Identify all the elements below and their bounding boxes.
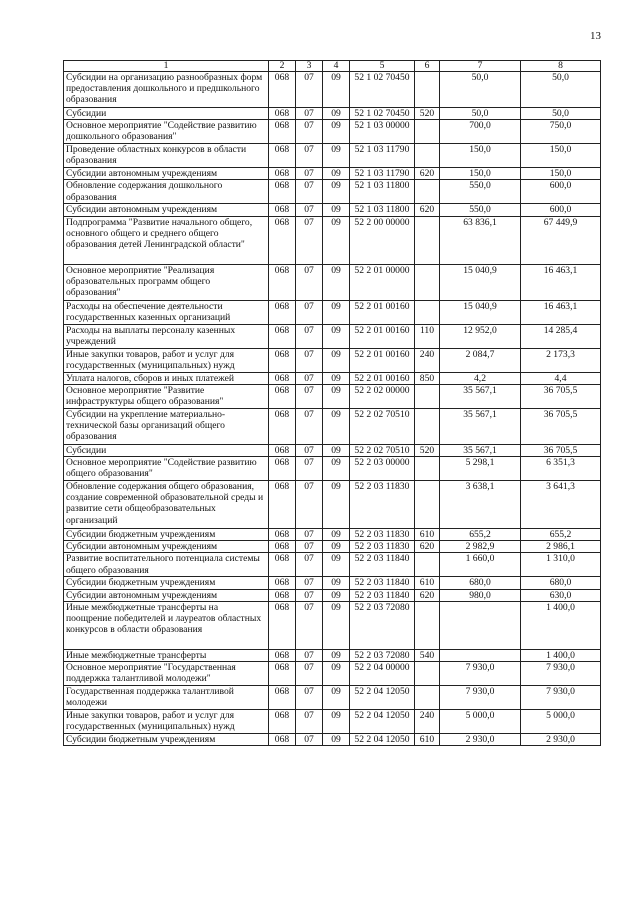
table-row [64, 457, 601, 481]
expense-type-cell: 110 [415, 324, 440, 348]
amount-year2-cell: 150,0 [521, 168, 601, 180]
amount-year1-cell: 50,0 [440, 108, 521, 120]
expense-type-cell: 240 [415, 348, 440, 372]
amount-year1-cell: 5 298,1 [440, 457, 521, 481]
amount-year2-cell: 600,0 [521, 180, 601, 204]
subsection-code-cell: 09 [323, 686, 350, 710]
ministry-code-cell: 068 [269, 577, 296, 589]
ministry-code-cell: 068 [269, 180, 296, 204]
expense-type-cell [415, 180, 440, 204]
table-row [64, 168, 601, 180]
ministry-code-cell: 068 [269, 662, 296, 686]
section-code-cell: 07 [296, 541, 323, 553]
subsection-code-cell: 09 [323, 372, 350, 384]
target-article-cell: 52 1 03 11800 [350, 180, 415, 204]
table-row [64, 662, 601, 686]
ministry-code-cell: 068 [269, 457, 296, 481]
ministry-code-cell: 068 [269, 481, 296, 529]
expense-type-cell [415, 686, 440, 710]
section-code-cell: 07 [296, 734, 323, 746]
row-name-cell: Расходы на обеспечение деятельности государственных казенных организаций [64, 300, 269, 324]
page-number: 13 [590, 30, 601, 42]
expense-type-cell: 620 [415, 589, 440, 601]
expense-type-cell: 520 [415, 444, 440, 456]
amount-year1-cell: 2 982,9 [440, 541, 521, 553]
target-article-cell: 52 1 02 70450 [350, 72, 415, 108]
expense-type-cell [415, 481, 440, 529]
column-header: 7 [440, 61, 521, 72]
section-code-cell: 07 [296, 710, 323, 734]
amount-year1-cell: 35 567,1 [440, 384, 521, 408]
table-row [64, 601, 601, 649]
amount-year2-cell: 36 705,5 [521, 444, 601, 456]
amount-year2-cell: 750,0 [521, 120, 601, 144]
amount-year1-cell: 4,2 [440, 372, 521, 384]
section-code-cell: 07 [296, 144, 323, 168]
target-article-cell: 52 2 03 11840 [350, 553, 415, 577]
table-row [64, 481, 601, 529]
amount-year1-cell: 7 930,0 [440, 686, 521, 710]
amount-year2-cell: 16 463,1 [521, 300, 601, 324]
row-name-cell: Основное мероприятие "Содействие развитию дошкольного образования" [64, 120, 269, 144]
subsection-code-cell: 09 [323, 144, 350, 168]
table-row [64, 408, 601, 444]
section-code-cell: 07 [296, 216, 323, 264]
row-name-cell: Развитие воспитательного потенциала системы общего образования [64, 553, 269, 577]
row-name-cell: Субсидии автономным учреждениям [64, 541, 269, 553]
subsection-code-cell: 09 [323, 408, 350, 444]
section-code-cell: 07 [296, 300, 323, 324]
row-name-cell: Субсидии бюджетным учреждениям [64, 529, 269, 541]
amount-year2-cell: 1 400,0 [521, 649, 601, 661]
section-code-cell: 07 [296, 444, 323, 456]
ministry-code-cell: 068 [269, 216, 296, 264]
target-article-cell: 52 1 02 70450 [350, 108, 415, 120]
ministry-code-cell: 068 [269, 649, 296, 661]
table-row [64, 589, 601, 601]
ministry-code-cell: 068 [269, 408, 296, 444]
section-code-cell: 07 [296, 372, 323, 384]
subsection-code-cell: 09 [323, 108, 350, 120]
section-code-cell: 07 [296, 108, 323, 120]
amount-year2-cell: 16 463,1 [521, 264, 601, 300]
table-row [64, 553, 601, 577]
target-article-cell: 52 1 03 11790 [350, 144, 415, 168]
ministry-code-cell: 068 [269, 686, 296, 710]
ministry-code-cell: 068 [269, 300, 296, 324]
amount-year2-cell: 150,0 [521, 144, 601, 168]
amount-year2-cell: 600,0 [521, 204, 601, 216]
expense-type-cell [415, 457, 440, 481]
row-name-cell: Подпрограмма "Развитие начального общего, основного общего и среднего общего образования детей Ленинградской области" [64, 216, 269, 264]
table-row [64, 324, 601, 348]
subsection-code-cell: 09 [323, 577, 350, 589]
subsection-code-cell: 09 [323, 553, 350, 577]
amount-year2-cell: 655,2 [521, 529, 601, 541]
amount-year1-cell: 655,2 [440, 529, 521, 541]
ministry-code-cell: 068 [269, 348, 296, 372]
expense-type-cell [415, 300, 440, 324]
column-header: 1 [64, 61, 269, 72]
amount-year2-cell: 1 310,0 [521, 553, 601, 577]
section-code-cell: 07 [296, 408, 323, 444]
section-code-cell: 07 [296, 601, 323, 649]
section-code-cell: 07 [296, 348, 323, 372]
target-article-cell: 52 2 03 11830 [350, 541, 415, 553]
target-article-cell: 52 2 02 70510 [350, 408, 415, 444]
column-header: 8 [521, 61, 601, 72]
amount-year2-cell: 2 173,3 [521, 348, 601, 372]
row-name-cell: Субсидии автономным учреждениям [64, 589, 269, 601]
amount-year1-cell: 15 040,9 [440, 264, 521, 300]
subsection-code-cell: 09 [323, 72, 350, 108]
amount-year1-cell: 980,0 [440, 589, 521, 601]
amount-year2-cell: 6 351,3 [521, 457, 601, 481]
table-row [64, 108, 601, 120]
table-row [64, 444, 601, 456]
expense-type-cell [415, 264, 440, 300]
column-header: 5 [350, 61, 415, 72]
subsection-code-cell: 09 [323, 457, 350, 481]
section-code-cell: 07 [296, 168, 323, 180]
expense-type-cell [415, 144, 440, 168]
ministry-code-cell: 068 [269, 589, 296, 601]
row-name-cell: Основное мероприятие "Государственная поддержка талантливой молодежи" [64, 662, 269, 686]
ministry-code-cell: 068 [269, 710, 296, 734]
ministry-code-cell: 068 [269, 384, 296, 408]
amount-year1-cell: 5 000,0 [440, 710, 521, 734]
subsection-code-cell: 09 [323, 324, 350, 348]
ministry-code-cell: 068 [269, 72, 296, 108]
ministry-code-cell: 068 [269, 529, 296, 541]
amount-year1-cell: 550,0 [440, 180, 521, 204]
amount-year2-cell: 1 400,0 [521, 601, 601, 649]
row-name-cell: Расходы на выплаты персоналу казенных учреждений [64, 324, 269, 348]
section-code-cell: 07 [296, 589, 323, 601]
amount-year1-cell: 35 567,1 [440, 444, 521, 456]
section-code-cell: 07 [296, 686, 323, 710]
expense-type-cell [415, 72, 440, 108]
target-article-cell: 52 2 03 11830 [350, 481, 415, 529]
subsection-code-cell: 09 [323, 384, 350, 408]
table-row [64, 120, 601, 144]
section-code-cell: 07 [296, 457, 323, 481]
subsection-code-cell: 09 [323, 444, 350, 456]
amount-year1-cell: 1 660,0 [440, 553, 521, 577]
row-name-cell: Субсидии бюджетным учреждениям [64, 734, 269, 746]
amount-year2-cell: 3 641,3 [521, 481, 601, 529]
table-row [64, 180, 601, 204]
ministry-code-cell: 068 [269, 108, 296, 120]
table-row [64, 144, 601, 168]
target-article-cell: 52 2 03 11840 [350, 577, 415, 589]
budget-table [63, 60, 601, 746]
amount-year1-cell: 63 836,1 [440, 216, 521, 264]
expense-type-cell: 620 [415, 204, 440, 216]
ministry-code-cell: 068 [269, 264, 296, 300]
row-name-cell: Основное мероприятие "Развитие инфраструктуры общего образования" [64, 384, 269, 408]
subsection-code-cell: 09 [323, 601, 350, 649]
section-code-cell: 07 [296, 384, 323, 408]
amount-year1-cell: 50,0 [440, 72, 521, 108]
amount-year2-cell: 67 449,9 [521, 216, 601, 264]
ministry-code-cell: 068 [269, 734, 296, 746]
ministry-code-cell: 068 [269, 168, 296, 180]
section-code-cell: 07 [296, 662, 323, 686]
row-name-cell: Иные межбюджетные трансферты на поощрение победителей и лауреатов областных конкурсов в области образования [64, 601, 269, 649]
amount-year2-cell: 4,4 [521, 372, 601, 384]
subsection-code-cell: 09 [323, 300, 350, 324]
section-code-cell: 07 [296, 529, 323, 541]
subsection-code-cell: 09 [323, 529, 350, 541]
amount-year1-cell: 550,0 [440, 204, 521, 216]
amount-year2-cell: 7 930,0 [521, 686, 601, 710]
subsection-code-cell: 09 [323, 481, 350, 529]
expense-type-cell [415, 120, 440, 144]
subsection-code-cell: 09 [323, 734, 350, 746]
ministry-code-cell: 068 [269, 204, 296, 216]
row-name-cell: Иные закупки товаров, работ и услуг для государственных (муниципальных) нужд [64, 348, 269, 372]
subsection-code-cell: 09 [323, 589, 350, 601]
expense-type-cell [415, 384, 440, 408]
row-name-cell: Обновление содержания общего образования, создание современной образовательной среды и развитие сети общеобразовательных организаций [64, 481, 269, 529]
amount-year1-cell: 12 952,0 [440, 324, 521, 348]
ministry-code-cell: 068 [269, 324, 296, 348]
target-article-cell: 52 2 01 00160 [350, 324, 415, 348]
amount-year1-cell: 3 638,1 [440, 481, 521, 529]
row-name-cell: Государственная поддержка талантливой молодежи [64, 686, 269, 710]
row-name-cell: Субсидии [64, 108, 269, 120]
row-name-cell: Субсидии автономным учреждениям [64, 204, 269, 216]
subsection-code-cell: 09 [323, 649, 350, 661]
amount-year2-cell: 630,0 [521, 589, 601, 601]
section-code-cell: 07 [296, 72, 323, 108]
row-name-cell: Субсидии автономным учреждениям [64, 168, 269, 180]
target-article-cell: 52 2 01 00160 [350, 372, 415, 384]
amount-year2-cell: 50,0 [521, 72, 601, 108]
table-body [64, 72, 601, 746]
section-code-cell: 07 [296, 180, 323, 204]
amount-year2-cell: 5 000,0 [521, 710, 601, 734]
ministry-code-cell: 068 [269, 541, 296, 553]
amount-year1-cell: 15 040,9 [440, 300, 521, 324]
amount-year2-cell: 36 705,5 [521, 408, 601, 444]
subsection-code-cell: 09 [323, 180, 350, 204]
amount-year2-cell: 14 285,4 [521, 324, 601, 348]
expense-type-cell: 850 [415, 372, 440, 384]
target-article-cell: 52 2 01 00160 [350, 348, 415, 372]
row-name-cell: Субсидии [64, 444, 269, 456]
row-name-cell: Основное мероприятие "Реализация образовательных программ общего образования" [64, 264, 269, 300]
amount-year1-cell: 150,0 [440, 144, 521, 168]
subsection-code-cell: 09 [323, 264, 350, 300]
amount-year1-cell: 150,0 [440, 168, 521, 180]
amount-year1-cell [440, 649, 521, 661]
section-code-cell: 07 [296, 324, 323, 348]
expense-type-cell: 610 [415, 529, 440, 541]
expense-type-cell [415, 662, 440, 686]
section-code-cell: 07 [296, 264, 323, 300]
row-name-cell: Основное мероприятие "Содействие развитию общего образования" [64, 457, 269, 481]
subsection-code-cell: 09 [323, 541, 350, 553]
expense-type-cell [415, 216, 440, 264]
amount-year1-cell: 700,0 [440, 120, 521, 144]
column-header: 3 [296, 61, 323, 72]
target-article-cell: 52 2 03 72080 [350, 601, 415, 649]
expense-type-cell: 610 [415, 577, 440, 589]
target-article-cell: 52 2 03 00000 [350, 457, 415, 481]
section-code-cell: 07 [296, 577, 323, 589]
subsection-code-cell: 09 [323, 348, 350, 372]
table-row [64, 734, 601, 746]
amount-year2-cell: 2 986,1 [521, 541, 601, 553]
table-row [64, 204, 601, 216]
expense-type-cell: 620 [415, 168, 440, 180]
expense-type-cell: 610 [415, 734, 440, 746]
target-article-cell: 52 2 03 11840 [350, 589, 415, 601]
target-article-cell: 52 2 00 00000 [350, 216, 415, 264]
subsection-code-cell: 09 [323, 710, 350, 734]
target-article-cell: 52 2 03 72080 [350, 649, 415, 661]
expense-type-cell: 520 [415, 108, 440, 120]
section-code-cell: 07 [296, 204, 323, 216]
amount-year2-cell: 7 930,0 [521, 662, 601, 686]
row-name-cell: Субсидии бюджетным учреждениям [64, 577, 269, 589]
target-article-cell: 52 2 04 12050 [350, 734, 415, 746]
amount-year1-cell: 7 930,0 [440, 662, 521, 686]
expense-type-cell: 240 [415, 710, 440, 734]
expense-type-cell [415, 601, 440, 649]
amount-year2-cell: 680,0 [521, 577, 601, 589]
ministry-code-cell: 068 [269, 553, 296, 577]
subsection-code-cell: 09 [323, 204, 350, 216]
target-article-cell: 52 2 04 12050 [350, 686, 415, 710]
table-row [64, 264, 601, 300]
section-code-cell: 07 [296, 120, 323, 144]
table-row [64, 384, 601, 408]
subsection-code-cell: 09 [323, 216, 350, 264]
row-name-cell: Проведение областных конкурсов в области образования [64, 144, 269, 168]
amount-year1-cell [440, 601, 521, 649]
target-article-cell: 52 2 04 00000 [350, 662, 415, 686]
target-article-cell: 52 2 04 12050 [350, 710, 415, 734]
amount-year1-cell: 2 930,0 [440, 734, 521, 746]
expense-type-cell: 620 [415, 541, 440, 553]
subsection-code-cell: 09 [323, 120, 350, 144]
amount-year2-cell: 2 930,0 [521, 734, 601, 746]
ministry-code-cell: 068 [269, 444, 296, 456]
section-code-cell: 07 [296, 553, 323, 577]
amount-year1-cell: 35 567,1 [440, 408, 521, 444]
row-name-cell: Иные закупки товаров, работ и услуг для государственных (муниципальных) нужд [64, 710, 269, 734]
table-row [64, 348, 601, 372]
row-name-cell: Субсидии на укрепление материально-технической базы организаций общего образования [64, 408, 269, 444]
table-row [64, 72, 601, 108]
table-row [64, 710, 601, 734]
target-article-cell: 52 2 01 00000 [350, 264, 415, 300]
amount-year2-cell: 36 705,5 [521, 384, 601, 408]
table-row [64, 577, 601, 589]
expense-type-cell [415, 553, 440, 577]
table-row [64, 686, 601, 710]
amount-year1-cell: 680,0 [440, 577, 521, 589]
header-row [64, 61, 601, 72]
table-row [64, 216, 601, 264]
expense-type-cell: 540 [415, 649, 440, 661]
target-article-cell: 52 2 03 11830 [350, 529, 415, 541]
table-row [64, 529, 601, 541]
target-article-cell: 52 1 03 11790 [350, 168, 415, 180]
section-code-cell: 07 [296, 649, 323, 661]
ministry-code-cell: 068 [269, 601, 296, 649]
column-header: 4 [323, 61, 350, 72]
row-name-cell: Субсидии на организацию разнообразных форм предоставления дошкольного и предшкольного образования [64, 72, 269, 108]
table-row [64, 372, 601, 384]
table-row [64, 541, 601, 553]
target-article-cell: 52 1 03 00000 [350, 120, 415, 144]
column-header: 2 [269, 61, 296, 72]
subsection-code-cell: 09 [323, 662, 350, 686]
row-name-cell: Уплата налогов, сборов и иных платежей [64, 372, 269, 384]
target-article-cell: 52 2 01 00160 [350, 300, 415, 324]
ministry-code-cell: 068 [269, 120, 296, 144]
section-code-cell: 07 [296, 481, 323, 529]
row-name-cell: Обновление содержания дошкольного образования [64, 180, 269, 204]
ministry-code-cell: 068 [269, 372, 296, 384]
expense-type-cell [415, 408, 440, 444]
target-article-cell: 52 2 02 70510 [350, 444, 415, 456]
amount-year1-cell: 2 084,7 [440, 348, 521, 372]
table-row [64, 300, 601, 324]
amount-year2-cell: 50,0 [521, 108, 601, 120]
table-row [64, 649, 601, 661]
column-header: 6 [415, 61, 440, 72]
target-article-cell: 52 1 03 11800 [350, 204, 415, 216]
row-name-cell: Иные межбюджетные трансферты [64, 649, 269, 661]
subsection-code-cell: 09 [323, 168, 350, 180]
target-article-cell: 52 2 02 00000 [350, 384, 415, 408]
ministry-code-cell: 068 [269, 144, 296, 168]
